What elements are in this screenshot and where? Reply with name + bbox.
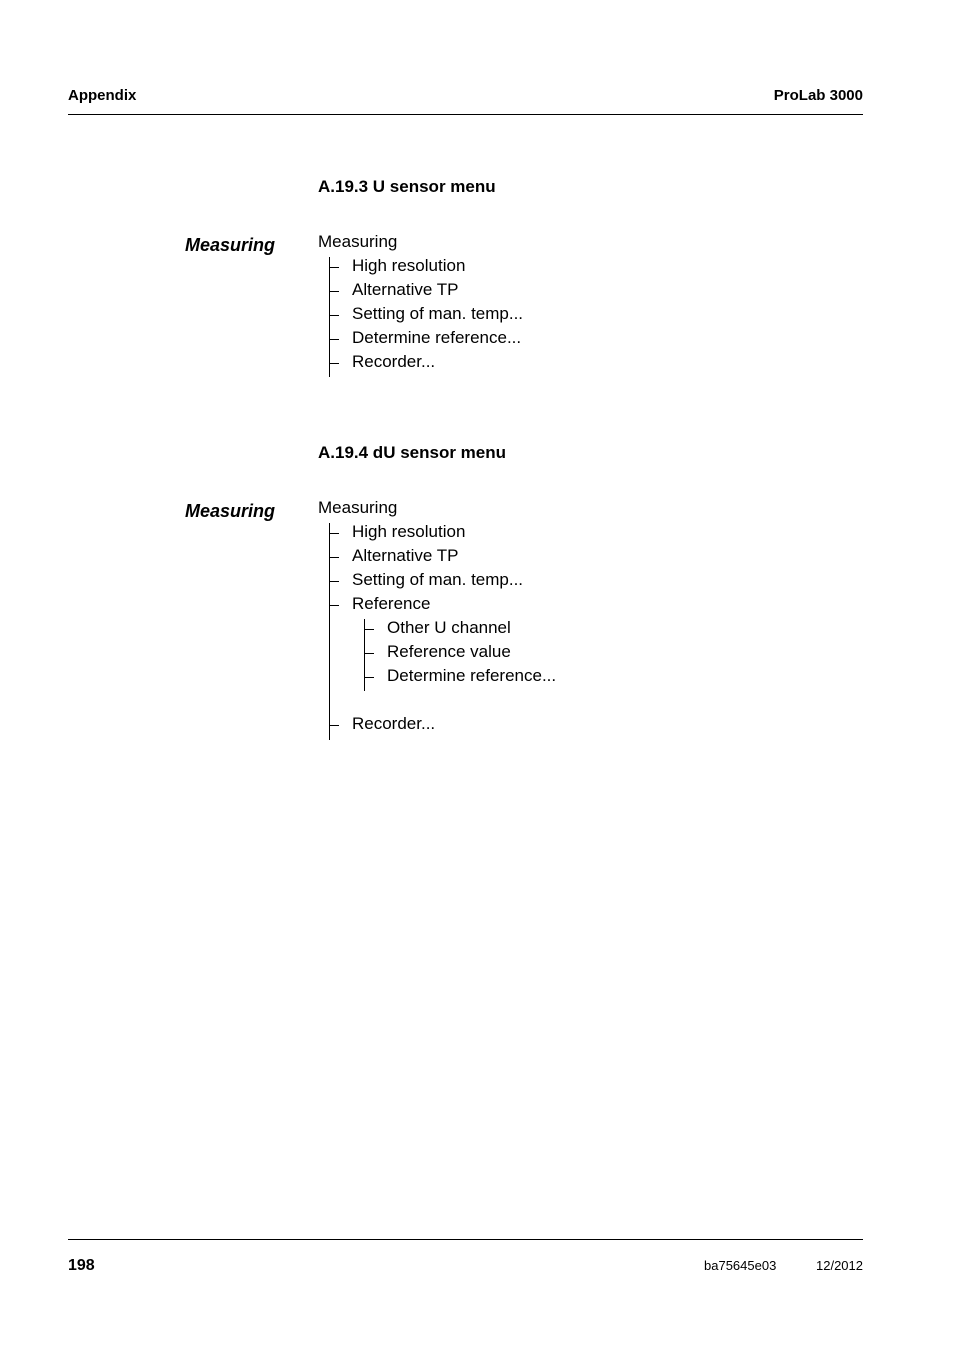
menu-root: Measuring: [318, 232, 398, 251]
tree-tick: [330, 533, 339, 534]
doc-id: ba75645e03: [704, 1258, 777, 1273]
tree-tick: [365, 677, 374, 678]
menu-item: Alternative TP: [352, 280, 459, 299]
menu-item: Setting of man. temp...: [352, 570, 524, 589]
tree-tick: [365, 629, 374, 630]
tree-tick: [330, 581, 339, 582]
tree-line: [329, 523, 330, 740]
doc-date: 12/2012: [816, 1258, 863, 1273]
footer-rule: [68, 1239, 863, 1240]
side-label: Measuring: [185, 235, 276, 255]
section-title: A.19.3 U sensor menu: [318, 177, 496, 196]
menu-item: Recorder...: [352, 714, 436, 733]
menu-item: Recorder...: [352, 352, 436, 371]
header-left: Appendix: [68, 87, 137, 104]
menu-item: Determine reference...: [352, 328, 522, 347]
submenu-item: Determine reference...: [387, 666, 557, 685]
menu-item: Reference: [352, 594, 431, 613]
menu-item: High resolution: [352, 522, 466, 541]
tree-line: [329, 257, 330, 377]
tree-tick: [330, 339, 339, 340]
menu-item: High resolution: [352, 256, 466, 275]
header-right: ProLab 3000: [773, 87, 863, 104]
page-number: 198: [68, 1257, 95, 1274]
header-rule: [68, 114, 863, 115]
menu-item: Alternative TP: [352, 546, 459, 565]
submenu-item: Other U channel: [387, 618, 511, 637]
submenu-item: Reference value: [387, 642, 511, 661]
tree-tick: [330, 363, 339, 364]
tree-tick: [330, 725, 339, 726]
menu-item: Setting of man. temp...: [352, 304, 524, 323]
section-title: A.19.4 dU sensor menu: [318, 443, 507, 462]
menu-root: Measuring: [318, 498, 398, 517]
tree-tick: [330, 291, 339, 292]
tree-tick: [330, 605, 339, 606]
tree-tick: [330, 557, 339, 558]
tree-tick: [330, 315, 339, 316]
side-label: Measuring: [185, 501, 276, 521]
tree-tick: [365, 653, 374, 654]
tree-tick: [330, 267, 339, 268]
